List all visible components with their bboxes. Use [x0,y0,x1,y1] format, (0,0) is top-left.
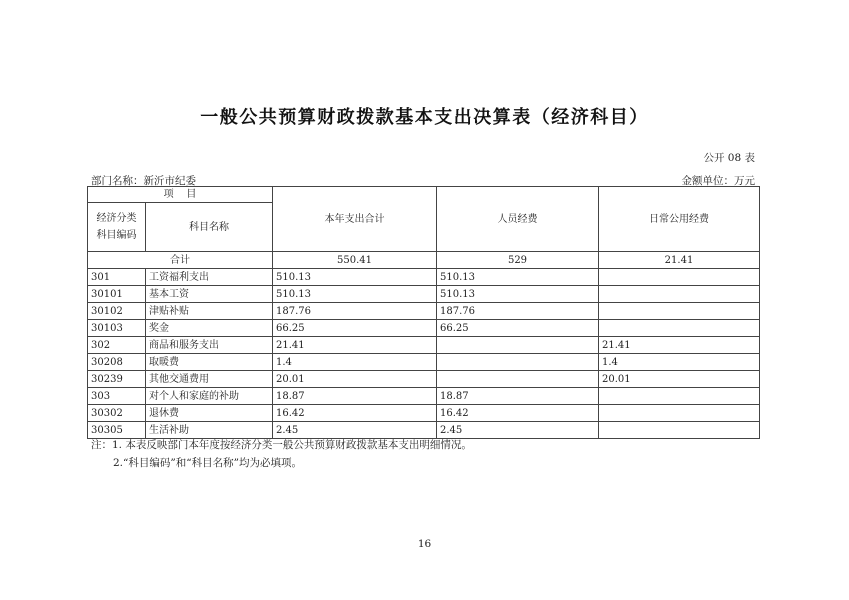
cell-personnel: 16.42 [437,405,599,422]
cell-total: 66.25 [273,320,437,337]
cell-personnel: 66.25 [437,320,599,337]
sum-total: 550.41 [273,252,437,269]
cell-public [599,405,760,422]
cell-personnel [437,337,599,354]
cell-code: 30101 [88,286,146,303]
cell-public: 1.4 [599,354,760,371]
sum-label: 合计 [88,252,273,269]
page-number: 16 [417,538,432,550]
cell-name: 生活补助 [146,422,273,439]
notes [91,436,472,472]
cell-public [599,388,760,405]
cell-public [599,269,760,286]
note-1: 注：1. 本表反映部门本年度按经济分类一般公共预算财政拨款基本支出明细情况。 [91,439,472,451]
cell-total: 16.42 [273,405,437,422]
cell-public [599,303,760,320]
table-row [88,354,760,371]
header-total: 本年支出合计 [273,187,437,252]
cell-code: 302 [88,337,146,354]
page-title: 一般公共预算财政拨款基本支出决算表（经济科目） [200,107,649,128]
cell-public: 21.41 [599,337,760,354]
sum-row [88,252,760,269]
cell-name: 对个人和家庭的补助 [146,388,273,405]
cell-name: 其他交通费用 [146,371,273,388]
sum-personnel: 529 [437,252,599,269]
cell-total: 1.4 [273,354,437,371]
table-row [88,371,760,388]
header-personnel: 人员经费 [437,187,599,252]
cell-code: 30102 [88,303,146,320]
cell-public [599,320,760,337]
cell-personnel [437,371,599,388]
header-item: 项 目 [88,187,273,203]
cell-personnel: 187.76 [437,303,599,320]
expenditure-table [87,186,760,439]
table-row [88,320,760,337]
cell-public: 20.01 [599,371,760,388]
cell-name: 工资福利支出 [146,269,273,286]
cell-personnel: 510.13 [437,286,599,303]
cell-personnel: 510.13 [437,269,599,286]
form-number: 公开 08 表 [703,152,755,164]
department-name: 部门名称：新沂市纪委 [91,175,196,187]
cell-personnel [437,354,599,371]
note-2: 2.“科目编码”和“科目名称”均为必填项。 [113,457,302,469]
table-row [88,269,760,286]
cell-personnel: 18.87 [437,388,599,405]
cell-code: 301 [88,269,146,286]
table-row [88,388,760,405]
cell-total: 18.87 [273,388,437,405]
cell-public [599,286,760,303]
cell-code: 30208 [88,354,146,371]
table-row [88,405,760,422]
cell-code: 30239 [88,371,146,388]
cell-total: 2.45 [273,422,437,439]
table-row [88,303,760,320]
cell-name: 商品和服务支出 [146,337,273,354]
header-public: 日常公用经费 [599,187,760,252]
cell-code: 303 [88,388,146,405]
header-code: 经济分类 科目编码 [88,203,146,252]
cell-code: 30305 [88,422,146,439]
cell-code: 30103 [88,320,146,337]
cell-name: 津贴补贴 [146,303,273,320]
amount-unit: 金额单位：万元 [681,175,755,187]
sum-public: 21.41 [599,252,760,269]
cell-name: 基本工资 [146,286,273,303]
cell-name: 奖金 [146,320,273,337]
cell-total: 187.76 [273,303,437,320]
table-row [88,337,760,354]
cell-personnel: 2.45 [437,422,599,439]
cell-public [599,422,760,439]
cell-total: 510.13 [273,286,437,303]
cell-total: 21.41 [273,337,437,354]
cell-name: 取暖费 [146,354,273,371]
table-row [88,286,760,303]
cell-total: 510.13 [273,269,437,286]
header-name: 科目名称 [146,203,273,252]
cell-total: 20.01 [273,371,437,388]
cell-code: 30302 [88,405,146,422]
cell-name: 退休费 [146,405,273,422]
